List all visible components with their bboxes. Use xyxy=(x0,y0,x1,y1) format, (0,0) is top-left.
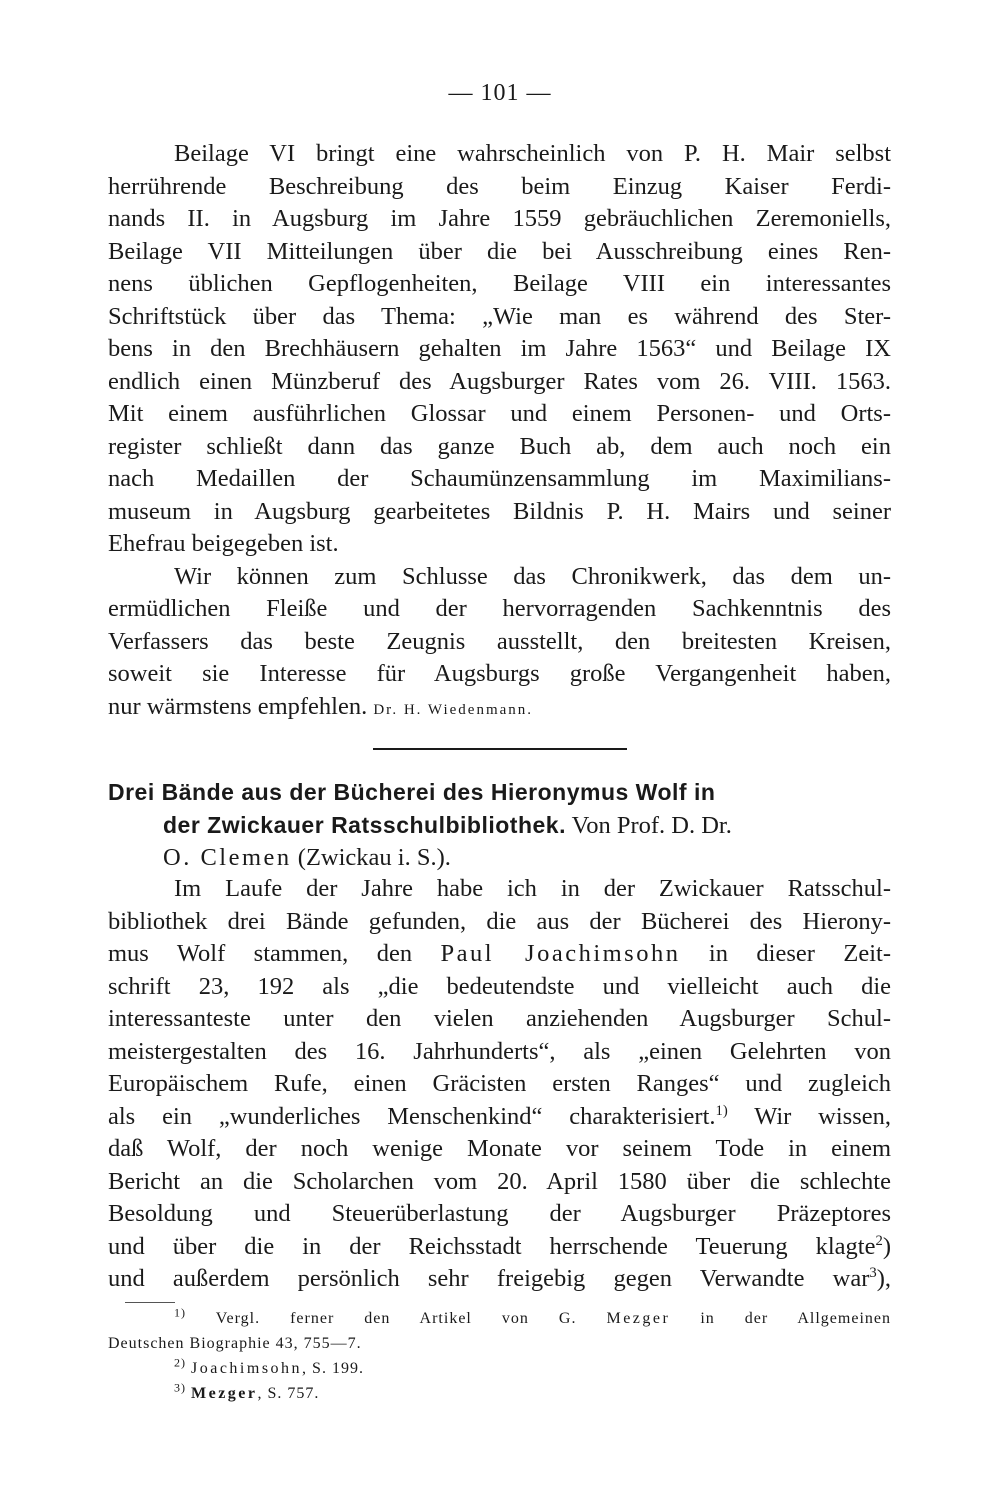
cited-author: Joachimsohn xyxy=(191,1360,303,1377)
footnote-number: 1) xyxy=(174,1305,186,1320)
text-line xyxy=(108,938,891,971)
text-segment: als ein „wunderliches Menschenkind“ charakterisiert. xyxy=(108,1102,716,1130)
text-segment: Wir wissen, xyxy=(727,1102,891,1130)
heading-title-line-1: Drei Bände aus der Bücherei des Hieronymus Wolf in xyxy=(108,779,716,805)
text-line: endlich einen Münzberuf des Augsburger Rates vom 26. VIII. 1563. xyxy=(108,367,891,395)
footnote-number: 2) xyxy=(174,1355,186,1370)
text-line: nur wärmstens empfehlen. xyxy=(108,692,368,720)
heading-title-line-2 xyxy=(108,809,891,843)
article-paragraph xyxy=(108,873,891,1296)
heading-author-line xyxy=(108,842,891,875)
footnote-ref-3: 3 xyxy=(869,1264,877,1281)
text-segment: mus Wolf stammen, den xyxy=(108,940,441,967)
text-line: herrührende Beschreibung des beim Einzug Kaiser Ferdi- xyxy=(108,172,891,200)
text-line: museum in Augsburg gearbeitetes Bildnis P. H. Mairs und seiner xyxy=(108,497,891,525)
heading-title-bold: der Zwickauer Ratsschulbibliothek. xyxy=(163,811,566,838)
footnote-1-line-1 xyxy=(108,1306,891,1331)
text-line: nach Medaillen der Schaumünzensammlung im Maximilians- xyxy=(108,465,891,492)
text-line: Wir können zum Schlusse das Chronikwerk, das dem un- xyxy=(174,562,891,590)
footnote-ref-1: 1) xyxy=(715,1102,728,1119)
text-line: Ehefrau beigegeben ist. xyxy=(108,530,339,557)
footnote-text: , S. 199. xyxy=(302,1360,364,1377)
footnote-1-line-2: Deutschen Biographie 43, 755—7. xyxy=(108,1335,362,1352)
text-line: register schließt dann das ganze Buch ab, dem auch noch ein xyxy=(108,432,891,460)
text-line: Beilage VII Mitteilungen über die bei Ausschreibung eines Ren- xyxy=(108,237,891,265)
cited-author: Mezger xyxy=(191,1385,258,1402)
heading-byline: Von Prof. D. Dr. xyxy=(566,811,732,839)
text-line xyxy=(108,1231,891,1264)
footnote-rule xyxy=(125,1302,175,1303)
text-line: Mit einem ausführlichen Glossar und einem Personen- und Orts- xyxy=(108,400,891,427)
footnote-text: Vergl. ferner den Artikel von G. xyxy=(186,1310,607,1327)
footnote-ref-2: 2 xyxy=(875,1232,883,1249)
article-heading xyxy=(108,776,891,875)
review-section xyxy=(108,138,891,726)
reviewer-signature: Dr. H. Wiedenmann. xyxy=(373,701,534,718)
text-line: Bericht an die Scholarchen vom 20. April 1580 über die schlechte xyxy=(108,1167,891,1195)
text-segment: ), xyxy=(876,1265,891,1292)
text-segment: in dieser Zeit- xyxy=(680,940,891,967)
author-place: (Zwickau i. S.). xyxy=(291,844,451,871)
text-line: soweit sie Interesse für Augsburgs große Vergangenheit haben, xyxy=(108,660,891,687)
text-line xyxy=(108,1263,891,1296)
review-paragraph-2 xyxy=(108,561,891,727)
review-paragraph-1 xyxy=(108,138,891,561)
footnote-text: in der Allgemeinen xyxy=(670,1310,892,1327)
article-body xyxy=(108,873,891,1296)
text-line: Beilage VI bringt eine wahrscheinlich von P. H. Mair selbst xyxy=(174,140,891,167)
text-segment: und über die in der Reichsstadt herrschende Teuerung klagte xyxy=(108,1232,876,1260)
text-line: nens üblichen Gepflogenheiten, Beilage VIII ein interessantes xyxy=(108,270,891,297)
text-line xyxy=(108,1101,891,1134)
person-name: Paul Joachimsohn xyxy=(440,940,681,967)
footnote-number: 3) xyxy=(174,1380,186,1395)
text-line: Europäischem Rufe, einen Gräcisten ersten Ranges“ und zugleich xyxy=(108,1070,891,1097)
text-line: Im Laufe der Jahre habe ich in der Zwickauer Ratsschul- xyxy=(174,875,891,902)
text-line: meistergestalten des 16. Jahrhunderts“, als „einen Gelehrten von xyxy=(108,1037,891,1065)
footnote-2 xyxy=(108,1356,891,1381)
section-divider xyxy=(373,748,627,750)
page-number: — 101 — xyxy=(448,80,552,106)
text-line: bibliothek drei Bände gefunden, die aus der Bücherei des Hierony- xyxy=(108,907,891,935)
text-line: Schriftstück über das Thema: „Wie man es während des Ster- xyxy=(108,302,891,330)
footnote-text: , S. 757. xyxy=(257,1385,320,1402)
text-line: Besoldung und Steuerüberlastung der Augsburger Präzeptores xyxy=(108,1200,891,1227)
text-segment: ) xyxy=(882,1232,891,1260)
cited-author: Mezger xyxy=(606,1310,671,1327)
text-line: Verfassers das beste Zeugnis ausstellt, den breitesten Kreisen, xyxy=(108,627,891,655)
text-segment: und außerdem persönlich sehr freigebig gegen Verwandte war xyxy=(108,1265,870,1292)
text-line: daß Wolf, der noch wenige Monate vor seinem Tode in einem xyxy=(108,1135,891,1162)
text-line: nands II. in Augsburg im Jahre 1559 gebräuchlichen Zeremoniells, xyxy=(108,205,891,232)
closing-line xyxy=(108,691,891,727)
author-name: O. Clemen xyxy=(163,844,292,871)
text-line: schrift 23, 192 als „die bedeutendste und vielleicht auch die xyxy=(108,972,891,1000)
text-line: interessanteste unter den vielen anziehenden Augsburger Schul- xyxy=(108,1005,891,1032)
text-line: ermüdlichen Fleiße und der hervorragenden Sachkenntnis des xyxy=(108,595,891,622)
footnote-3 xyxy=(108,1381,891,1406)
text-line: bens in den Brechhäusern gehalten im Jahre 1563“ und Beilage IX xyxy=(108,335,891,362)
footnotes xyxy=(108,1306,891,1406)
